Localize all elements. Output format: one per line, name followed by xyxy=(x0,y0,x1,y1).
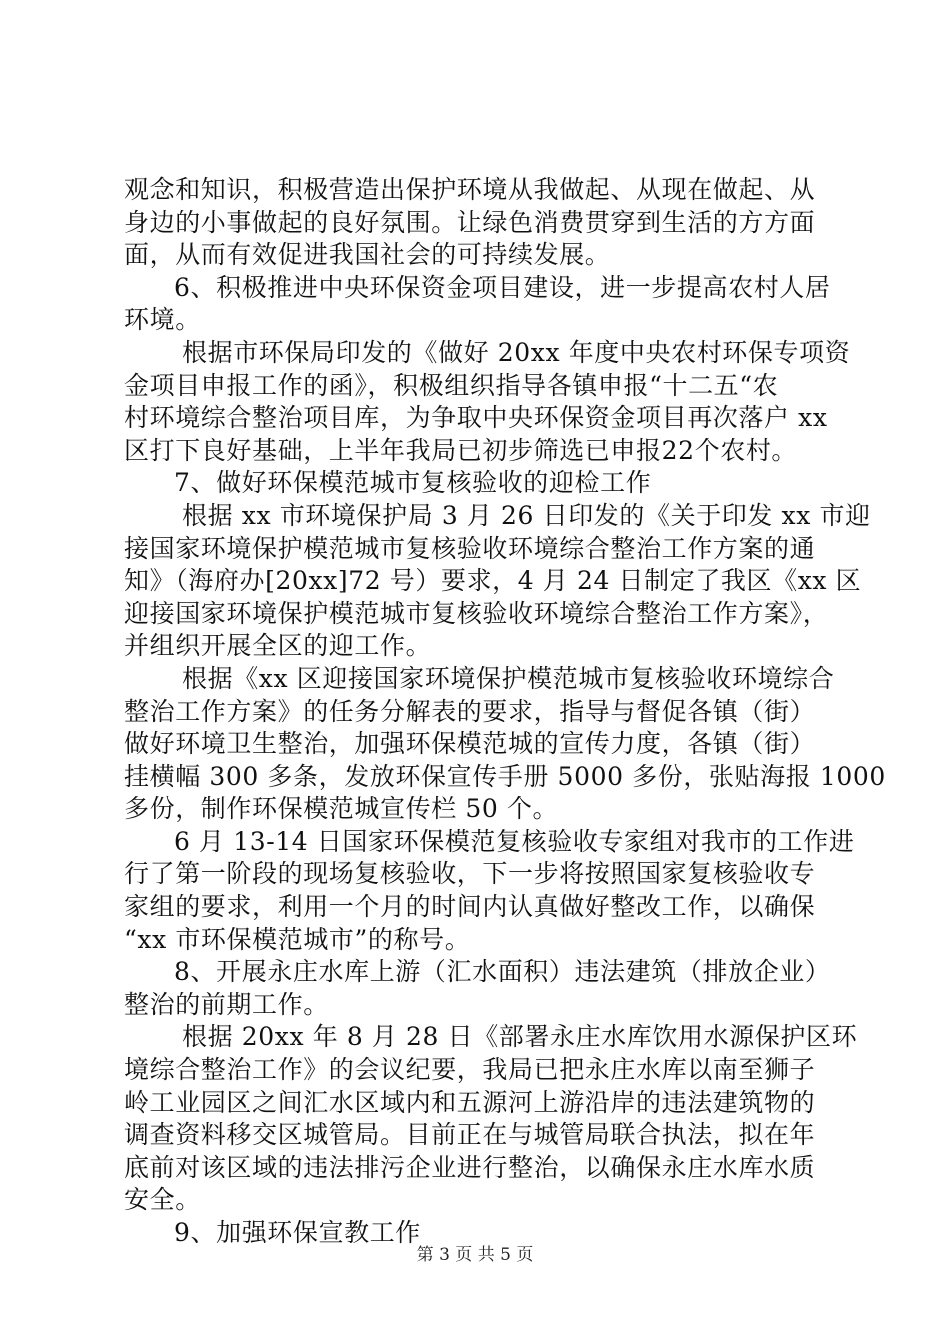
text-line: 挂横幅 300 多条，发放环保宣传手册 5000 多份，张贴海报 1000 xyxy=(124,761,886,791)
text-line: 底前对该区域的违法排污企业进行整治，以确保永庄水库水质 xyxy=(124,1152,816,1182)
text-line: 家组的要求，利用一个月的时间内认真做好整改工作，以确保 xyxy=(124,892,816,922)
text-line: 多份，制作环保模范城宣传栏 50 个。 xyxy=(124,794,559,824)
text-line: 6 月 13-14 日国家环保模范复核验收专家组对我市的工作进 xyxy=(174,826,855,856)
text-line: 做好环境卫生整治，加强环保模范城的宣传力度，各镇（街） xyxy=(124,729,816,759)
text-line: 行了第一阶段的现场复核验收，下一步将按照国家复核验收专 xyxy=(124,859,816,889)
text-line: 根据 xx 市环境保护局 3 月 26 日印发的《关于印发 xx 市迎 xyxy=(182,500,871,530)
text-line: 调查资料移交区城管局。目前正在与城管局联合执法，拟在年 xyxy=(124,1120,816,1150)
text-line: 知》（海府办[20xx]72 号）要求，4 月 24 日制定了我区《xx 区 xyxy=(124,566,862,596)
text-line: 环境。 xyxy=(124,305,201,335)
text-line: 身边的小事做起的良好氛围。让绿色消费贯穿到生活的方方面 xyxy=(124,207,816,237)
text-line: 接国家环境保护模范城市复核验收环境综合整治工作方案的通 xyxy=(124,533,816,563)
text-line: 观念和知识，积极营造出保护环境从我做起、从现在做起、从 xyxy=(124,175,816,204)
section-heading-7: 7、做好环保模范城市复核验收的迎检工作 xyxy=(174,468,652,498)
section-heading-6: 6、积极推进中央环保资金项目建设，进一步提高农村人居 xyxy=(174,272,831,302)
text-line: 根据 20xx 年 8 月 28 日《部署永庄水库饮用水源保护区环 xyxy=(182,1022,858,1052)
section-heading-8: 8、开展永庄水库上游（汇水面积）违法建筑（排放企业） xyxy=(174,957,831,987)
text-line: 村环境综合整治项目库，为争取中央环保资金项目再次落户 xx xyxy=(124,403,828,433)
text-line: 迎接国家环境保护模范城市复核验收环境综合整治工作方案》， xyxy=(124,598,829,628)
page-footer: 第 3 页 共 5 页 xyxy=(416,1245,534,1265)
body-text xyxy=(124,174,886,1250)
text-line: 岭工业园区之间汇水区域内和五源河上游沿岸的违法建筑物的 xyxy=(124,1087,816,1117)
text-line: 面，从而有效促进我国社会的可持续发展。 xyxy=(124,240,611,270)
text-line: 金项目申报工作的函》，积极组织指导各镇申报“十二五“农 xyxy=(124,370,779,400)
text-line: “xx 市环保模范城市”的称号。 xyxy=(124,924,471,954)
text-line: 根据《xx 区迎接国家环境保护模范城市复核验收环境综合 xyxy=(182,663,835,693)
text-line: 境综合整治工作》的会议纪要，我局已把永庄水库以南至狮子 xyxy=(124,1055,816,1085)
text-line: 根据市环保局印发的《做好 20xx 年度中央农村环保专项资 xyxy=(182,337,851,367)
text-line: 区打下良好基础，上半年我局已初步筛选已申报22个农村。 xyxy=(124,435,798,465)
text-line: 安全。 xyxy=(124,1185,201,1215)
text-line: 并组织开展全区的迎工作。 xyxy=(124,631,432,661)
text-line: 整治工作方案》的任务分解表的要求，指导与督促各镇（街） xyxy=(124,696,816,726)
section-heading-9: 9、加强环保宣教工作 xyxy=(174,1218,421,1247)
text-line: 整治的前期工作。 xyxy=(124,989,329,1019)
